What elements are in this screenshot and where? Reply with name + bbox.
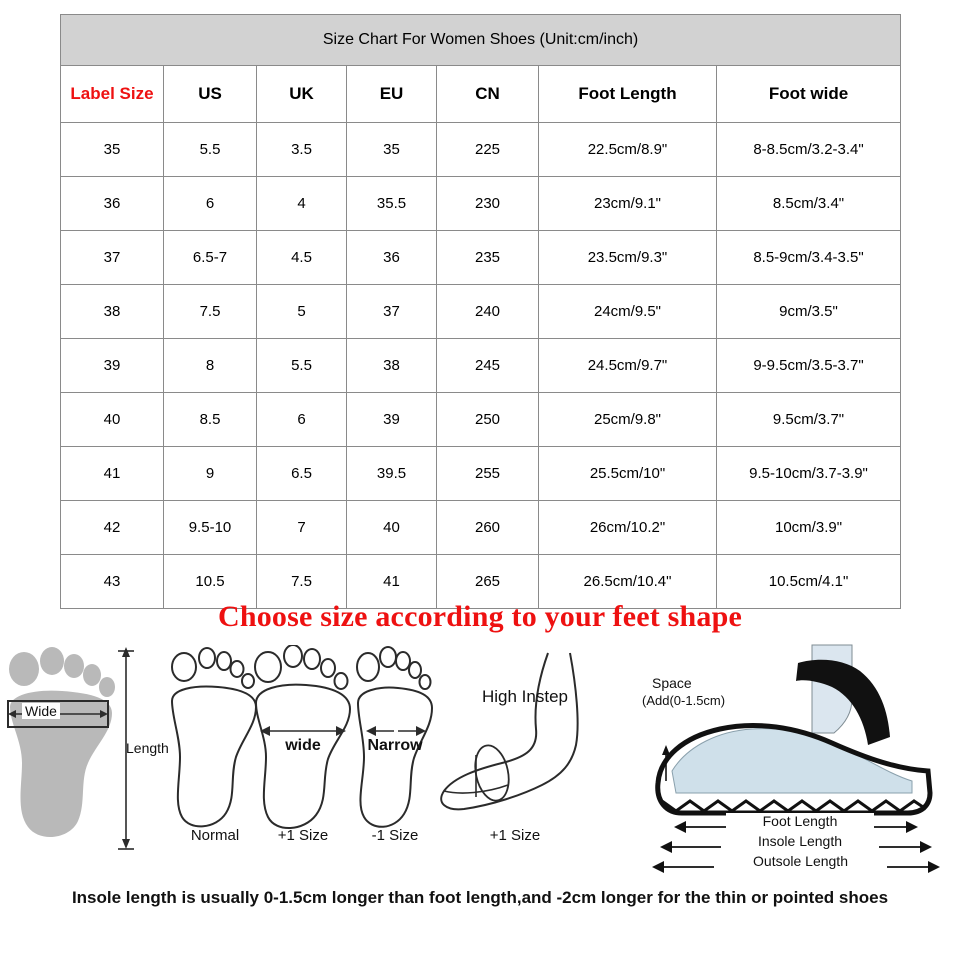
label-wide-shape: wide	[285, 737, 321, 754]
illustration-band	[0, 645, 960, 875]
column-header-label-size: Label Size	[61, 66, 164, 123]
headline: Choose size according to your feet shape	[217, 600, 743, 633]
label-space: Space	[652, 675, 692, 691]
cell-cn: 255	[437, 447, 539, 501]
cell-foot-wide: 10cm/3.9"	[717, 501, 901, 555]
cell-foot-length: 25.5cm/10"	[539, 447, 717, 501]
column-header-cn: CN	[437, 66, 539, 123]
cell-cn: 265	[437, 555, 539, 609]
chart-title-row	[61, 15, 901, 66]
cell-uk: 5	[257, 285, 347, 339]
label-high-instep: High Instep	[482, 687, 568, 706]
footnote-text: Insole length is usually 0-1.5cm longer than foot length,and -2cm longer for the thin or pointed shoes	[71, 888, 889, 907]
cell-uk: 7.5	[257, 555, 347, 609]
cell-label-size: 37	[61, 231, 164, 285]
caption-narrow-size: -1 Size	[371, 827, 419, 844]
cell-us: 5.5	[164, 123, 257, 177]
cell-us: 8.5	[164, 393, 257, 447]
chart-header-row	[61, 66, 901, 123]
cell-cn: 235	[437, 231, 539, 285]
cell-us: 6	[164, 177, 257, 231]
label-foot-length: Foot Length	[726, 813, 874, 829]
cell-foot-length: 24cm/9.5"	[539, 285, 717, 339]
label-outsole-length: Outsole Length	[714, 853, 887, 869]
cell-us: 10.5	[164, 555, 257, 609]
label-narrow-shape: Narrow	[367, 737, 423, 754]
cell-eu: 36	[347, 231, 437, 285]
cell-foot-length: 22.5cm/8.9"	[539, 123, 717, 177]
cell-us: 9	[164, 447, 257, 501]
cell-foot-length: 25cm/9.8"	[539, 393, 717, 447]
cell-cn: 245	[437, 339, 539, 393]
cell-eu: 39.5	[347, 447, 437, 501]
cell-eu: 37	[347, 285, 437, 339]
cell-eu: 38	[347, 339, 437, 393]
cell-uk: 3.5	[257, 123, 347, 177]
cell-label-size: 39	[61, 339, 164, 393]
table-row	[61, 501, 901, 555]
cell-foot-length: 23.5cm/9.3"	[539, 231, 717, 285]
cell-cn: 260	[437, 501, 539, 555]
cell-foot-length: 23cm/9.1"	[539, 177, 717, 231]
cell-label-size: 40	[61, 393, 164, 447]
label-space-sub: (Add(0-1.5cm)	[642, 693, 726, 708]
cell-uk: 4.5	[257, 231, 347, 285]
foot-side-high-instep-icon	[430, 645, 630, 845]
cell-us: 9.5-10	[164, 501, 257, 555]
cell-foot-length: 26.5cm/10.4"	[539, 555, 717, 609]
cell-eu: 39	[347, 393, 437, 447]
cell-label-size: 41	[61, 447, 164, 501]
cell-label-size: 38	[61, 285, 164, 339]
cell-eu: 41	[347, 555, 437, 609]
column-header-eu: EU	[347, 66, 437, 123]
cell-eu: 35.5	[347, 177, 437, 231]
panel-shoe-measurements	[636, 641, 960, 875]
column-header-foot-wide: Foot wide	[717, 66, 901, 123]
table-row	[61, 177, 901, 231]
cell-foot-wide: 9.5-10cm/3.7-3.9"	[717, 447, 901, 501]
caption-high-instep-size: +1 Size	[489, 827, 541, 844]
panel-shape-high-instep	[430, 645, 630, 875]
cell-cn: 240	[437, 285, 539, 339]
cell-uk: 6.5	[257, 447, 347, 501]
column-header-uk: UK	[257, 66, 347, 123]
label-insole-length: Insole Length	[721, 833, 879, 849]
cell-foot-wide: 8.5cm/3.4"	[717, 177, 901, 231]
table-row	[61, 123, 901, 177]
cell-us: 7.5	[164, 285, 257, 339]
table-row	[61, 393, 901, 447]
cell-foot-wide: 8-8.5cm/3.2-3.4"	[717, 123, 901, 177]
column-header-us: US	[164, 66, 257, 123]
caption-wide-size: +1 Size	[277, 827, 329, 844]
size-chart-table	[60, 14, 901, 609]
cell-cn: 230	[437, 177, 539, 231]
cell-uk: 6	[257, 393, 347, 447]
cell-eu: 35	[347, 123, 437, 177]
cell-eu: 40	[347, 501, 437, 555]
cell-us: 6.5-7	[164, 231, 257, 285]
cell-foot-length: 24.5cm/9.7"	[539, 339, 717, 393]
column-header-foot-length: Foot Length	[539, 66, 717, 123]
cell-label-size: 36	[61, 177, 164, 231]
cell-foot-wide: 9.5cm/3.7"	[717, 393, 901, 447]
label-length: Length	[126, 740, 169, 756]
cell-cn: 225	[437, 123, 539, 177]
cell-foot-wide: 9cm/3.5"	[717, 285, 901, 339]
table-row	[61, 447, 901, 501]
cell-label-size: 42	[61, 501, 164, 555]
cell-foot-length: 26cm/10.2"	[539, 501, 717, 555]
cell-foot-wide: 8.5-9cm/3.4-3.5"	[717, 231, 901, 285]
cell-label-size: 43	[61, 555, 164, 609]
label-wide: Wide	[22, 703, 60, 719]
cell-foot-wide: 9-9.5cm/3.5-3.7"	[717, 339, 901, 393]
size-chart-container	[60, 14, 900, 609]
cell-cn: 250	[437, 393, 539, 447]
cell-us: 8	[164, 339, 257, 393]
panel-measure-foot	[0, 645, 169, 875]
cell-uk: 7	[257, 501, 347, 555]
table-row	[61, 285, 901, 339]
caption-normal: Normal	[190, 827, 240, 844]
cell-uk: 4	[257, 177, 347, 231]
table-row	[61, 231, 901, 285]
cell-uk: 5.5	[257, 339, 347, 393]
foot-measure-diagram	[0, 645, 165, 875]
cell-foot-wide: 10.5cm/4.1"	[717, 555, 901, 609]
cell-label-size: 35	[61, 123, 164, 177]
chart-title: Size Chart For Women Shoes (Unit:cm/inch)	[61, 15, 901, 66]
table-row	[61, 339, 901, 393]
